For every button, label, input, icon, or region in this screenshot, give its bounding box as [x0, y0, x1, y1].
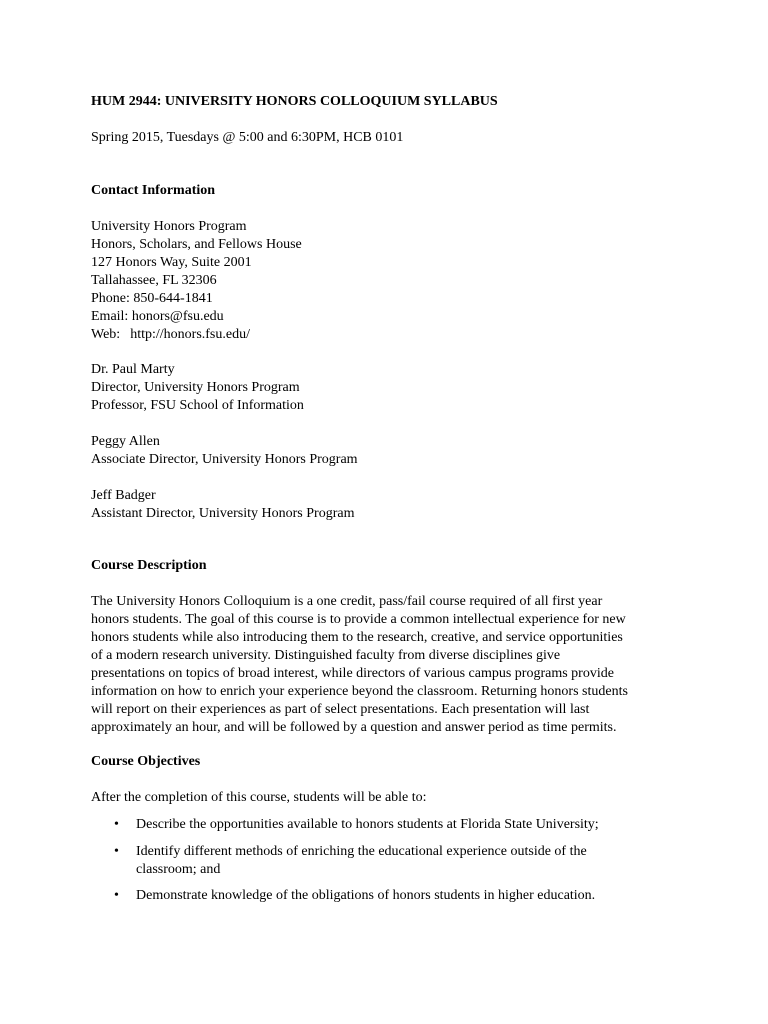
- contact-line: Honors, Scholars, and Fellows House: [91, 237, 302, 252]
- staff-name: Dr. Paul Marty: [91, 362, 175, 377]
- staff-name: Jeff Badger: [91, 488, 156, 503]
- contact-line: University Honors Program: [91, 219, 247, 234]
- bullet-icon: •: [114, 888, 119, 903]
- staff-role: Professor, FSU School of Information: [91, 398, 304, 413]
- bullet-icon: •: [114, 844, 119, 859]
- staff-role: Director, University Honors Program: [91, 380, 300, 395]
- staff-role: Assistant Director, University Honors Program: [91, 506, 355, 521]
- objectives-heading: Course Objectives: [91, 754, 201, 769]
- objective-text: Identify different methods of enriching the educational experience outside of the: [136, 844, 587, 859]
- web-label: Web:: [91, 327, 121, 342]
- objective-text: classroom; and: [136, 862, 221, 877]
- description-line: presentations on topics of broad interest, while directors of various campus programs provide: [91, 666, 614, 681]
- description-paragraph: [91, 593, 691, 737]
- description-heading: Course Description: [91, 558, 207, 573]
- description-line: of a modern research university. Distinguished faculty from diverse disciplines give: [91, 648, 561, 663]
- description-line: honors students. The goal of this course is to provide a common intellectual experience for new: [91, 612, 626, 627]
- description-line: approximately an hour, and will be followed by a question and answer period as time permits.: [91, 720, 617, 735]
- web-link[interactable]: http://honors.fsu.edu/: [130, 327, 250, 342]
- contact-line: 127 Honors Way, Suite 2001: [91, 255, 252, 270]
- document-title: HUM 2944: UNIVERSITY HONORS COLLOQUIUM SYLLABUS: [91, 94, 498, 109]
- contact-heading: Contact Information: [91, 183, 216, 198]
- objective-text: Demonstrate knowledge of the obligations of honors students in higher education.: [136, 888, 596, 903]
- contact-email: Email: honors@fsu.edu: [91, 309, 224, 324]
- objective-text: Describe the opportunities available to honors students at Florida State University;: [136, 817, 599, 832]
- description-line: The University Honors Colloquium is a one credit, pass/fail course required of all first year: [91, 594, 603, 609]
- contact-line: Tallahassee, FL 32306: [91, 273, 217, 288]
- schedule-line: Spring 2015, Tuesdays @ 5:00 and 6:30PM, HCB 0101: [91, 130, 404, 145]
- staff-role: Associate Director, University Honors Program: [91, 452, 358, 467]
- description-line: information on how to enrich your experience beyond the classroom. Returning honors students: [91, 684, 628, 699]
- bullet-icon: •: [114, 817, 119, 832]
- description-line: honors students while also introducing them to the research, creative, and service opportunities: [91, 630, 623, 645]
- objectives-intro: After the completion of this course, students will be able to:: [91, 790, 427, 805]
- description-line: will report on their experiences as part of select presentations. Each presentation will last: [91, 702, 590, 717]
- contact-web: [91, 326, 250, 344]
- contact-phone: Phone: 850-644-1841: [91, 291, 213, 306]
- staff-name: Peggy Allen: [91, 434, 160, 449]
